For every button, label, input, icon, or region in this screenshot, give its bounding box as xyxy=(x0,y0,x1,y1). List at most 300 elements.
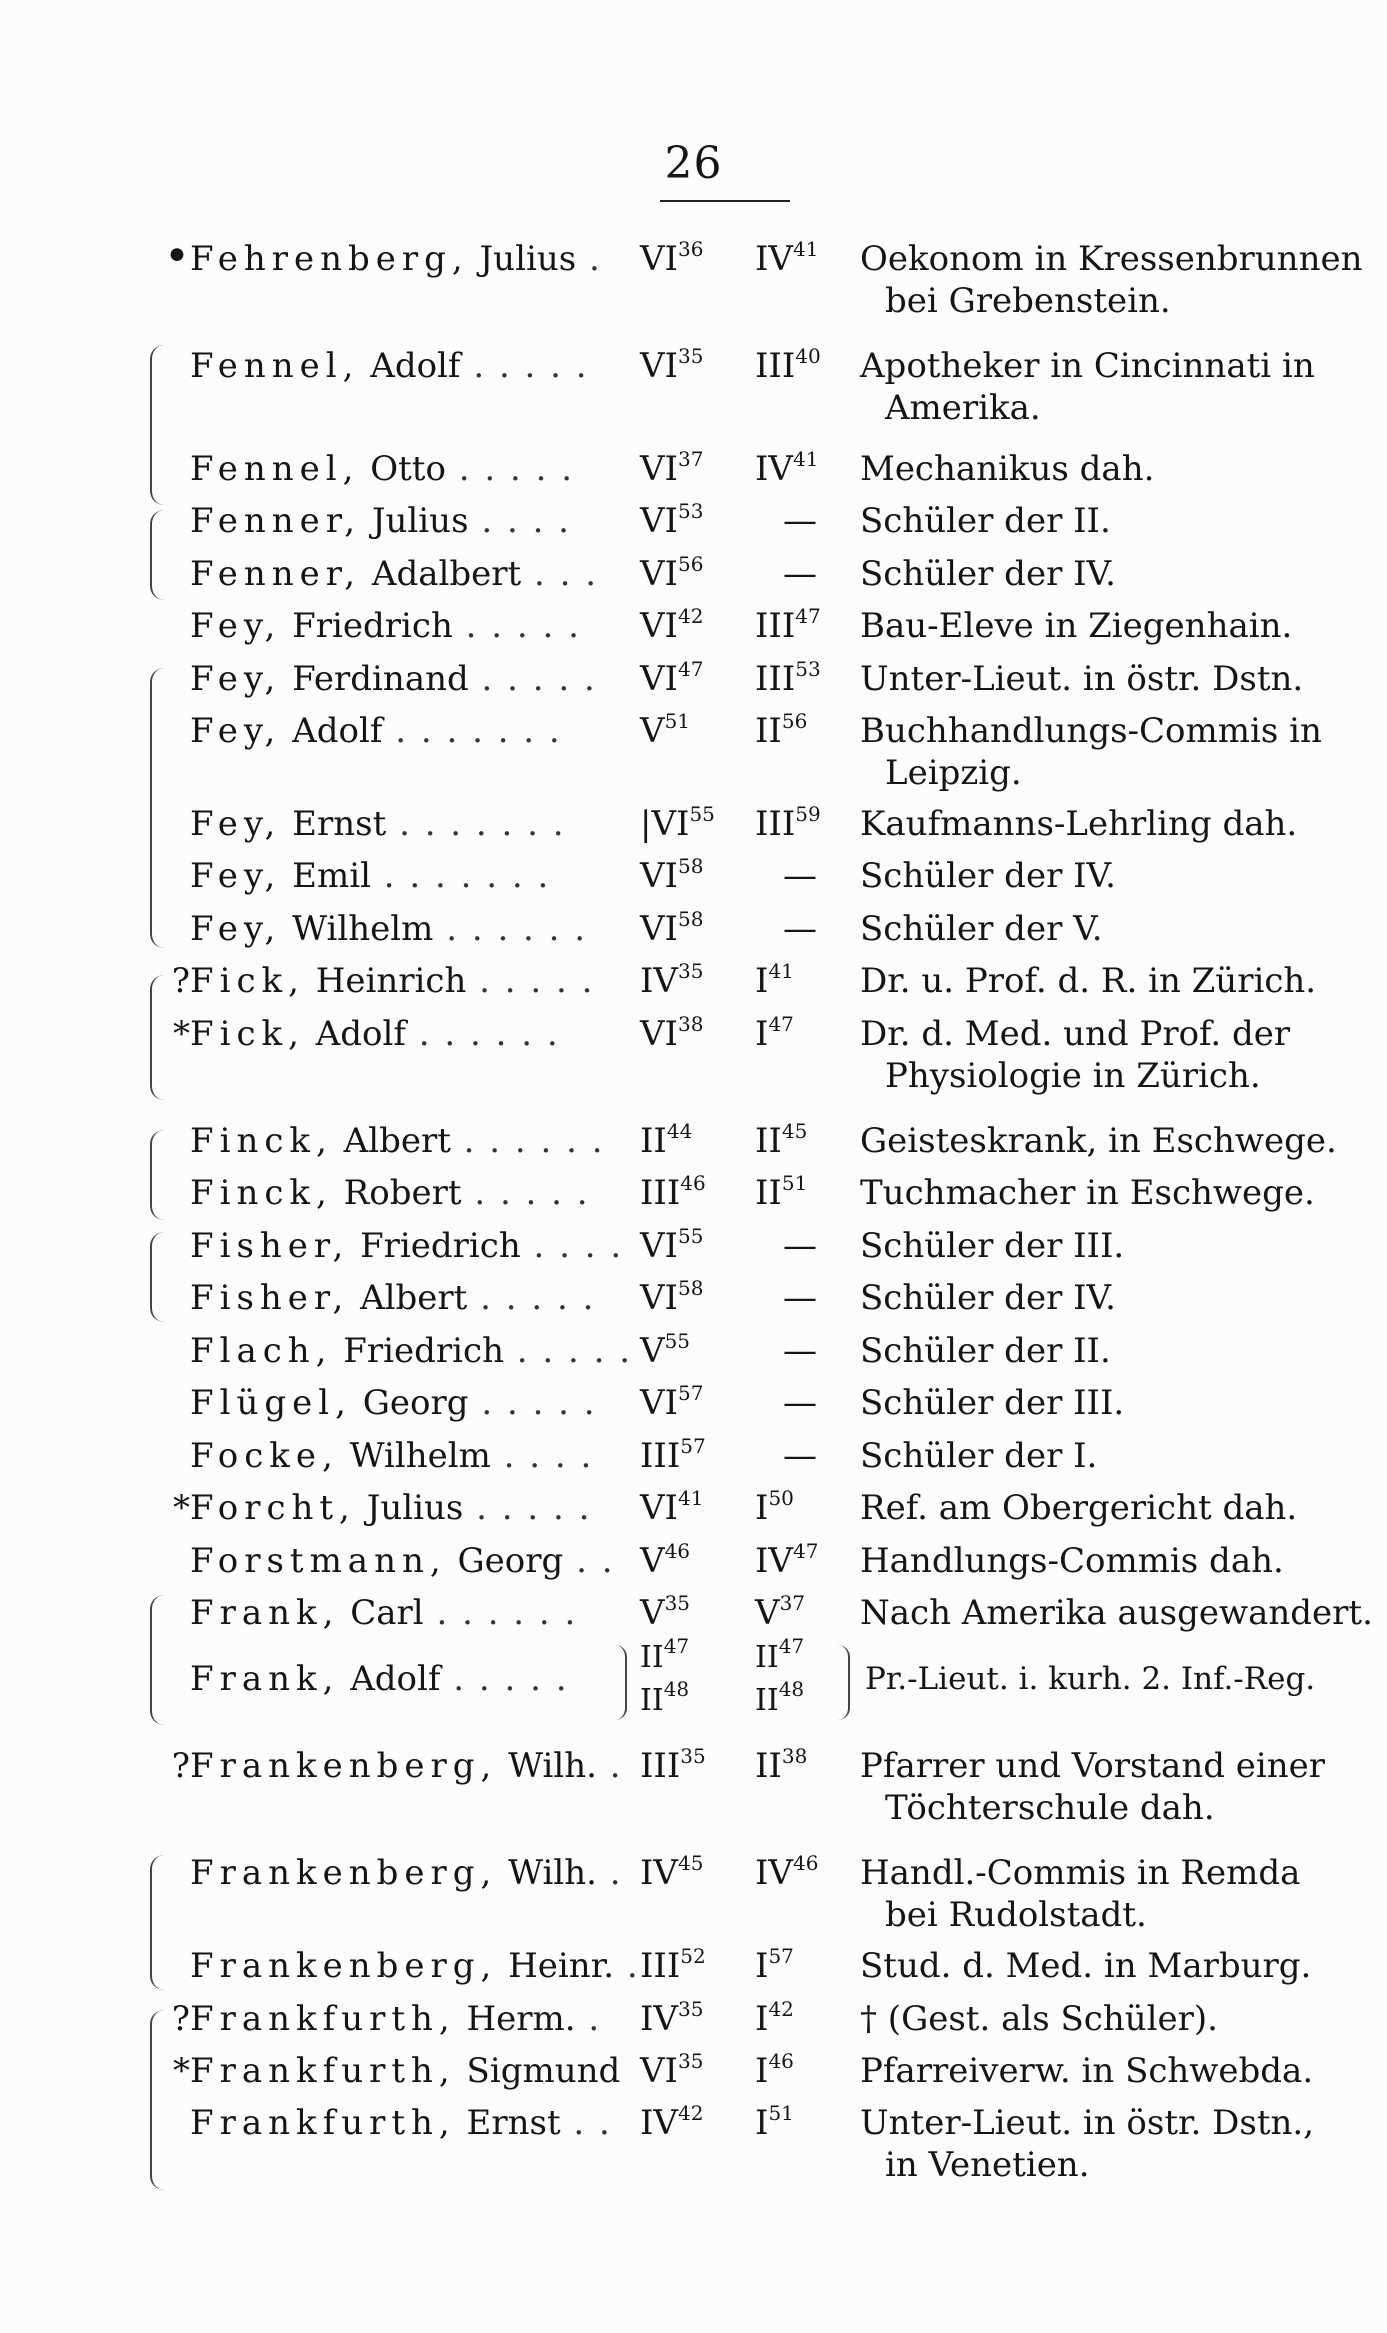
entry-class-entered-value: III xyxy=(640,1746,681,1786)
entry-year-entered: 57 xyxy=(677,1381,704,1405)
entry-year-left: 50 xyxy=(768,1486,794,1510)
entry-year-entered: 56 xyxy=(677,552,704,576)
entry-leaders: . . . . . xyxy=(440,1659,569,1699)
entry-occupation: Nach Amerika ausgewandert. xyxy=(860,1593,1373,1633)
entry-surname: Fenner, xyxy=(190,554,362,594)
entry-year-entered: 35 xyxy=(680,1744,706,1768)
entry-name xyxy=(190,500,640,542)
entry-occupation: Schüler der V. xyxy=(860,909,1103,949)
frank-adolf-brace-in xyxy=(615,1645,627,1720)
entry-surname: Frankfurth, xyxy=(190,2103,456,2143)
entry-class-left-value: I xyxy=(755,1946,769,1986)
entry-class-entered-value: |VI xyxy=(640,804,690,844)
entry-class-entered xyxy=(640,605,750,647)
entry-class-left xyxy=(755,1592,850,1634)
entry-occupation: Kaufmanns-Lehrling dah. xyxy=(860,804,1298,844)
entry-leaders: . . xyxy=(560,2103,612,2143)
entry-class-left xyxy=(760,553,840,595)
entry-year-entered: 55 xyxy=(689,802,715,826)
entry-leaders: . . xyxy=(563,1541,615,1581)
entry-year-entered: 36 xyxy=(677,237,704,261)
entry-year-left: 47 xyxy=(768,1012,794,1036)
entry-surname: Fisher, xyxy=(190,1278,350,1318)
entry-given-name: Wilh. xyxy=(508,1746,597,1786)
entry-class-left-value: — xyxy=(783,1331,817,1371)
entry-class-left-value: III xyxy=(755,606,796,646)
entry-given-name: Wilhelm xyxy=(349,1436,491,1476)
entry-year-left: 42 xyxy=(768,1997,794,2021)
entry-class-entered-value: III xyxy=(640,1436,681,1476)
entry-name xyxy=(190,2050,640,2092)
entry-given-name: Adolf xyxy=(315,1014,406,1054)
entry-class-entered xyxy=(640,658,750,700)
entry-class-left-value: V xyxy=(755,1593,780,1633)
entry-year-entered: 58 xyxy=(677,1276,704,1300)
entry-class-entered xyxy=(640,1382,750,1424)
entry-class-left xyxy=(760,1330,840,1372)
entry-class-left xyxy=(760,908,840,950)
entry-year-entered: 44 xyxy=(666,1119,693,1143)
entry-given-name: Robert xyxy=(343,1173,462,1213)
entry-class-left xyxy=(755,238,850,280)
entry-class-left-value: I xyxy=(755,961,769,1001)
entry-year-entered: 47 xyxy=(677,657,704,681)
entry-name xyxy=(190,448,640,490)
entry-class-entered xyxy=(640,1998,750,2040)
entry-surname: Frankenberg, xyxy=(190,1946,498,1986)
entry-class-entered-value: VI xyxy=(640,449,678,489)
entry-year-entered: 42 xyxy=(677,2101,704,2125)
entry-surname: Frankenberg, xyxy=(190,1853,498,1893)
entry-surname: Frank, xyxy=(190,1593,340,1633)
entry-given-name: Georg xyxy=(457,1541,564,1581)
entry-leaders: . . . . . xyxy=(467,1278,596,1318)
entry-class-entered-value: III xyxy=(640,1946,681,1986)
entry-given-name: Georg xyxy=(362,1383,469,1423)
entry-class-left xyxy=(755,1540,850,1582)
entry-class-left xyxy=(755,658,850,700)
entry-occupation: Buchhandlungs-Commis in xyxy=(860,711,1322,751)
entry-class-left-value: I xyxy=(755,2103,769,2143)
entry-surname: Frankfurth, xyxy=(190,1999,456,2039)
entry-name xyxy=(190,1852,640,1894)
entry-class-entered xyxy=(640,803,750,845)
entry-class-entered xyxy=(640,1487,750,1529)
entry-surname: Forstmann, xyxy=(190,1541,447,1581)
entry-occupation-continued: bei Grebenstein. xyxy=(885,281,1171,321)
entry-year-left: 57 xyxy=(768,1944,794,1968)
entry-class-left xyxy=(755,345,850,387)
entry-marker: ? xyxy=(171,1746,190,1786)
entry-class-left-value: — xyxy=(783,501,817,541)
entry-class-left-value: IV xyxy=(755,1541,793,1581)
entry-leaders: . . . . . xyxy=(460,346,589,386)
entry-row xyxy=(0,1852,1387,1952)
entry-class-left xyxy=(755,448,850,490)
entry-name xyxy=(190,803,640,845)
entry-surname: Fennel, xyxy=(190,449,360,489)
entry-year-left: 45 xyxy=(781,1119,808,1143)
entry-year-entered: 46 xyxy=(680,1171,706,1195)
entry-surname: Fennel, xyxy=(190,346,360,386)
entry-class-left-value: III xyxy=(755,804,796,844)
entry-class-left xyxy=(760,855,840,897)
entry-year-left: 53 xyxy=(795,657,821,681)
entry-name xyxy=(190,1540,640,1582)
entry-class-entered-value: VI xyxy=(640,1383,678,1423)
entry-class-left xyxy=(755,605,850,647)
entry-given-name: Adalbert xyxy=(371,554,522,594)
entry-class-left xyxy=(760,1225,840,1267)
entry-class-left-value: I xyxy=(755,1999,769,2039)
entry-surname: Finck, xyxy=(190,1173,333,1213)
family-bracket-fenner xyxy=(150,510,164,600)
entry-class-entered-value: V xyxy=(640,711,665,751)
entry-year-left: 41 xyxy=(768,959,794,983)
entry-surname: Forcht, xyxy=(190,1488,356,1528)
entry-given-name: Albert xyxy=(343,1121,451,1161)
entry-occupation-continued: Physiologie in Zürich. xyxy=(885,1056,1261,1096)
entry-class-entered xyxy=(640,960,750,1002)
entry-name xyxy=(190,1225,640,1267)
entry-class-left-value: IV xyxy=(755,239,793,279)
entry-leaders: . xyxy=(596,1853,623,1893)
entry-given-name: Ernst xyxy=(466,2103,561,2143)
entry-occupation: Schüler der II. xyxy=(860,501,1111,541)
entry-surname: Fey, xyxy=(190,711,282,751)
family-bracket-fick xyxy=(150,975,164,1100)
entry-leaders: . . . . . . . xyxy=(386,804,566,844)
entry-row xyxy=(0,710,1387,810)
entry-given-name: Otto xyxy=(370,449,446,489)
entry-occupation: Pfarreiverw. in Schwebda. xyxy=(860,2051,1314,2091)
entry-name xyxy=(190,238,640,280)
entry-occupation: Schüler der I. xyxy=(860,1436,1098,1476)
entry-leaders: . xyxy=(576,239,602,279)
entry-occupation: Schüler der IV. xyxy=(860,1278,1116,1318)
entry-class-left-value: — xyxy=(783,1436,817,1476)
entry-surname: Flügel, xyxy=(190,1383,352,1423)
entry-year-entered: 35 xyxy=(677,1997,704,2021)
entry-given-name: Wilh. xyxy=(508,1853,597,1893)
entry-class-entered-value: IV xyxy=(640,1999,678,2039)
entry-given-name: Friedrich xyxy=(343,1331,504,1371)
entry-year-left: 46 xyxy=(792,1851,819,1875)
entry-year-entered: 38 xyxy=(677,1012,704,1036)
entry-surname: Fenner, xyxy=(190,501,362,541)
entry-occupation: Dr. u. Prof. d. R. in Zürich. xyxy=(860,961,1317,1001)
entry-year-left: 38 xyxy=(781,1744,808,1768)
entry-class-entered-value: VI xyxy=(640,606,678,646)
entry-given-name: Sigmund xyxy=(466,2051,621,2091)
entry-class-left-value: I xyxy=(755,1014,769,1054)
entry-class-entered xyxy=(640,1330,750,1372)
entry-marker: • xyxy=(164,231,190,282)
entry-row xyxy=(0,1013,1387,1113)
entry-year-entered: 58 xyxy=(677,854,704,878)
entry-year-left: 46 xyxy=(768,2049,794,2073)
family-bracket-fey xyxy=(150,668,164,948)
entry-class-entered xyxy=(640,500,750,542)
entry-year-entered: 46 xyxy=(664,1539,691,1563)
entry-year-entered: 35 xyxy=(677,2049,704,2073)
entry-surname: Focke, xyxy=(190,1436,339,1476)
entry-occupation: Unter-Lieut. in östr. Dstn. xyxy=(860,659,1304,699)
entry-given-name: Julius xyxy=(371,501,469,541)
entry-occupation-continued: Amerika. xyxy=(885,388,1041,428)
entry-occupation: Schüler der IV. xyxy=(860,856,1116,896)
entry-class-entered-value: VI xyxy=(640,856,678,896)
entry-year-entered: 35 xyxy=(664,1591,691,1615)
entry-leaders: . . . . . xyxy=(445,449,575,489)
entry-given-name: Ernst xyxy=(292,804,387,844)
entry-class-left xyxy=(760,1382,840,1424)
entry-occupation: Pfarrer und Vorstand einer xyxy=(860,1746,1326,1786)
entry-name xyxy=(190,345,640,387)
frank-adolf-in-b: II$^{48}$ xyxy=(640,1677,690,1718)
entry-class-entered xyxy=(640,1120,750,1162)
entry-class-entered-value: IV xyxy=(640,961,678,1001)
entry-class-entered xyxy=(640,1277,750,1319)
entry-class-left-value: — xyxy=(783,1226,817,1266)
entry-leaders: . . . . xyxy=(490,1436,594,1476)
entry-year-left: 40 xyxy=(795,344,821,368)
entry-class-left xyxy=(755,1852,850,1894)
entry-class-left-value: — xyxy=(783,1278,817,1318)
entry-class-left xyxy=(760,1435,840,1477)
entry-leaders: . . . . xyxy=(468,501,571,541)
entry-row xyxy=(0,2102,1387,2202)
entry-year-left: 51 xyxy=(781,1171,808,1195)
family-bracket-fisher xyxy=(150,1232,164,1322)
entry-class-left-value: II xyxy=(755,711,782,751)
entry-class-entered xyxy=(640,2050,750,2092)
entry-surname: Fick, xyxy=(190,1014,305,1054)
family-bracket-frank xyxy=(150,1595,164,1725)
entry-year-left: 47 xyxy=(795,604,821,628)
entry-year-entered: 35 xyxy=(677,959,704,983)
entry-given-name: Herm. xyxy=(466,1999,576,2039)
entry-surname: Fey, xyxy=(190,804,282,844)
entry-class-left xyxy=(755,803,850,845)
entry-year-entered: 53 xyxy=(677,499,704,523)
entry-occupation: Geisteskrank, in Eschwege. xyxy=(860,1121,1337,1161)
entry-class-entered xyxy=(640,448,750,490)
entry-leaders: . xyxy=(614,1946,640,1986)
entry-name xyxy=(190,1435,640,1477)
entry-row xyxy=(0,1745,1387,1845)
entry-leaders: . . . . . xyxy=(466,961,595,1001)
entry-class-entered xyxy=(640,1852,750,1894)
entry-year-entered: 41 xyxy=(677,1486,704,1510)
entry-row xyxy=(0,231,1387,338)
entry-leaders: . . . . . xyxy=(452,606,581,646)
entry-year-entered: 58 xyxy=(677,907,704,931)
entry-leaders: . . . xyxy=(521,554,599,594)
family-bracket-frankenberg xyxy=(150,1855,164,1990)
entry-class-entered-value: VI xyxy=(640,346,678,386)
entry-occupation: Schüler der III. xyxy=(860,1226,1125,1266)
entry-leaders: . . . . . xyxy=(468,659,597,699)
entry-class-left xyxy=(755,2102,850,2144)
entry-marker: * xyxy=(173,2051,190,2091)
entry-class-entered xyxy=(640,553,750,595)
entry-year-left: 41 xyxy=(792,447,819,471)
entry-occupation: Schüler der IV. xyxy=(860,554,1116,594)
entry-class-left-value: III xyxy=(755,346,796,386)
entry-occupation: Ref. am Obergericht dah. xyxy=(860,1488,1298,1528)
entry-leaders: . xyxy=(575,1999,602,2039)
entry-class-entered xyxy=(640,908,750,950)
frank-adolf-brace-out xyxy=(838,1645,850,1720)
entry-class-left xyxy=(755,1172,850,1214)
entry-class-left-value: IV xyxy=(755,449,793,489)
entry-class-entered-value: III xyxy=(640,1173,681,1213)
entry-class-left-value: — xyxy=(783,909,817,949)
entry-occupation: Handlungs-Commis dah. xyxy=(860,1541,1284,1581)
entry-class-entered-value: IV xyxy=(640,2103,678,2143)
entry-name xyxy=(190,658,640,700)
entry-name xyxy=(190,553,640,595)
entry-name xyxy=(190,1330,640,1372)
entry-year-entered: 35 xyxy=(677,344,704,368)
entry-year-entered: 51 xyxy=(664,709,691,733)
family-bracket-fennel xyxy=(150,345,164,505)
entry-class-entered-value: II xyxy=(640,1121,667,1161)
entry-class-entered-value: VI xyxy=(640,554,678,594)
entry-leaders: . . . . . . xyxy=(423,1593,578,1633)
entry-class-left xyxy=(755,960,850,1002)
frank-adolf-in-a: II$^{47}$ xyxy=(640,1634,690,1675)
entry-name xyxy=(190,1277,640,1319)
entry-occupation: Stud. d. Med. in Marburg. xyxy=(860,1946,1312,1986)
entry-leaders: . . . . . xyxy=(503,1331,633,1371)
entry-given-name: Julius xyxy=(366,1488,464,1528)
entry-class-entered xyxy=(640,1592,750,1634)
entry-class-left-value: II xyxy=(755,1746,782,1786)
entry-surname: Fehrenberg, xyxy=(190,239,469,279)
entry-year-left: 47 xyxy=(792,1539,819,1563)
entry-class-left xyxy=(760,500,840,542)
entry-class-entered xyxy=(640,2102,750,2144)
entry-class-entered-value: VI xyxy=(640,239,678,279)
entry-class-entered-value: VI xyxy=(640,659,678,699)
entry-year-left: 59 xyxy=(795,802,821,826)
entry-class-entered xyxy=(640,238,750,280)
entry-class-entered xyxy=(640,1745,750,1787)
entry-surname: Fey, xyxy=(190,606,282,646)
entry-year-left: 51 xyxy=(768,2101,794,2125)
entry-occupation: Mechanikus dah. xyxy=(860,449,1155,489)
entry-surname: Frankenberg, xyxy=(190,1746,498,1786)
entry-marker: * xyxy=(173,1488,190,1528)
entry-row xyxy=(0,345,1387,445)
entry-year-left: 37 xyxy=(779,1591,806,1615)
entry-surname: Flach, xyxy=(190,1331,333,1371)
entry-year-entered: 37 xyxy=(677,447,704,471)
entry-occupation: Unter-Lieut. in östr. Dstn., xyxy=(860,2103,1315,2143)
entry-class-left-value: — xyxy=(783,554,817,594)
entry-occupation-continued: Töchterschule dah. xyxy=(885,1788,1215,1828)
entry-occupation: Oekonom in Kressenbrunnen xyxy=(860,239,1363,279)
entry-class-entered xyxy=(640,345,750,387)
frank-adolf-out-a: II$^{47}$ xyxy=(755,1634,805,1675)
entry-given-name: Friedrich xyxy=(360,1226,521,1266)
entry-name xyxy=(190,2102,640,2144)
entry-occupation-continued: in Venetien. xyxy=(885,2145,1090,2185)
entry-given-name: Wilhelm xyxy=(292,909,434,949)
entry-class-left-value: — xyxy=(783,1383,817,1423)
entry-class-entered xyxy=(640,710,750,752)
entry-leaders: . xyxy=(596,1746,623,1786)
entry-class-entered xyxy=(640,1172,750,1214)
entry-leaders: . . . . . xyxy=(463,1488,592,1528)
entry-name xyxy=(190,1745,640,1787)
entry-name xyxy=(190,1592,640,1634)
entry-leaders: . . . . xyxy=(520,1226,624,1266)
entry-year-entered: 55 xyxy=(664,1329,691,1353)
entry-name xyxy=(190,908,640,950)
entry-leaders: . . . . . . . xyxy=(370,856,551,896)
entry-given-name: Ferdinand xyxy=(292,659,469,699)
entry-class-entered xyxy=(640,1540,750,1582)
entry-name xyxy=(190,1382,640,1424)
entry-occupation: Dr. d. Med. und Prof. der xyxy=(860,1014,1291,1054)
entry-class-left-value: I xyxy=(755,1488,769,1528)
entry-class-left xyxy=(755,1487,850,1529)
entry-class-left-value: IV xyxy=(755,1853,793,1893)
entry-class-left xyxy=(755,2050,850,2092)
entry-class-entered-value: VI xyxy=(640,1226,678,1266)
entry-name xyxy=(190,1945,640,1987)
entry-occupation: † (Gest. als Schüler). xyxy=(860,1999,1218,2039)
entry-surname: Fey, xyxy=(190,909,282,949)
entry-class-entered-value: IV xyxy=(640,1853,678,1893)
entry-year-entered: 55 xyxy=(677,1224,704,1248)
entry-class-left xyxy=(755,1120,850,1162)
entry-occupation: Schüler der II. xyxy=(860,1331,1111,1371)
entry-surname: Fey, xyxy=(190,659,282,699)
entry-occupation: Handl.-Commis in Remda xyxy=(860,1853,1301,1893)
entry-given-name: Emil xyxy=(292,856,371,896)
entry-name xyxy=(190,1998,640,2040)
entry-marker: ? xyxy=(171,961,190,1001)
entry-leaders: . . . . . . xyxy=(450,1121,605,1161)
entry-year-entered: 52 xyxy=(680,1944,706,1968)
entry-name xyxy=(190,1487,640,1529)
entry-given-name: Adolf xyxy=(292,711,383,751)
entry-class-entered xyxy=(640,1945,750,1987)
entry-class-left xyxy=(755,1945,850,1987)
entry-given-name: Friedrich xyxy=(292,606,453,646)
entry-class-entered xyxy=(640,1225,750,1267)
entry-surname: Fick, xyxy=(190,961,305,1001)
entry-class-left-value: II xyxy=(755,1173,782,1213)
entry-leaders: . . . . . xyxy=(468,1383,597,1423)
entry-occupation: Tuchmacher in Eschwege. xyxy=(860,1173,1315,1213)
entry-occupation: Schüler der III. xyxy=(860,1383,1125,1423)
entry-occupation-continued: bei Rudolstadt. xyxy=(885,1895,1147,1935)
entry-class-entered-value: V xyxy=(640,1541,665,1581)
entry-class-entered xyxy=(640,1435,750,1477)
entry-leaders: . . . . . . xyxy=(405,1014,560,1054)
entry-surname: Frankfurth, xyxy=(190,2051,456,2091)
entry-leaders: . . . . . . . xyxy=(382,711,562,751)
entry-name xyxy=(190,1013,640,1055)
entry-class-entered xyxy=(640,855,750,897)
entry-name xyxy=(190,1172,640,1214)
entry-given-name: Adolf xyxy=(350,1659,441,1699)
